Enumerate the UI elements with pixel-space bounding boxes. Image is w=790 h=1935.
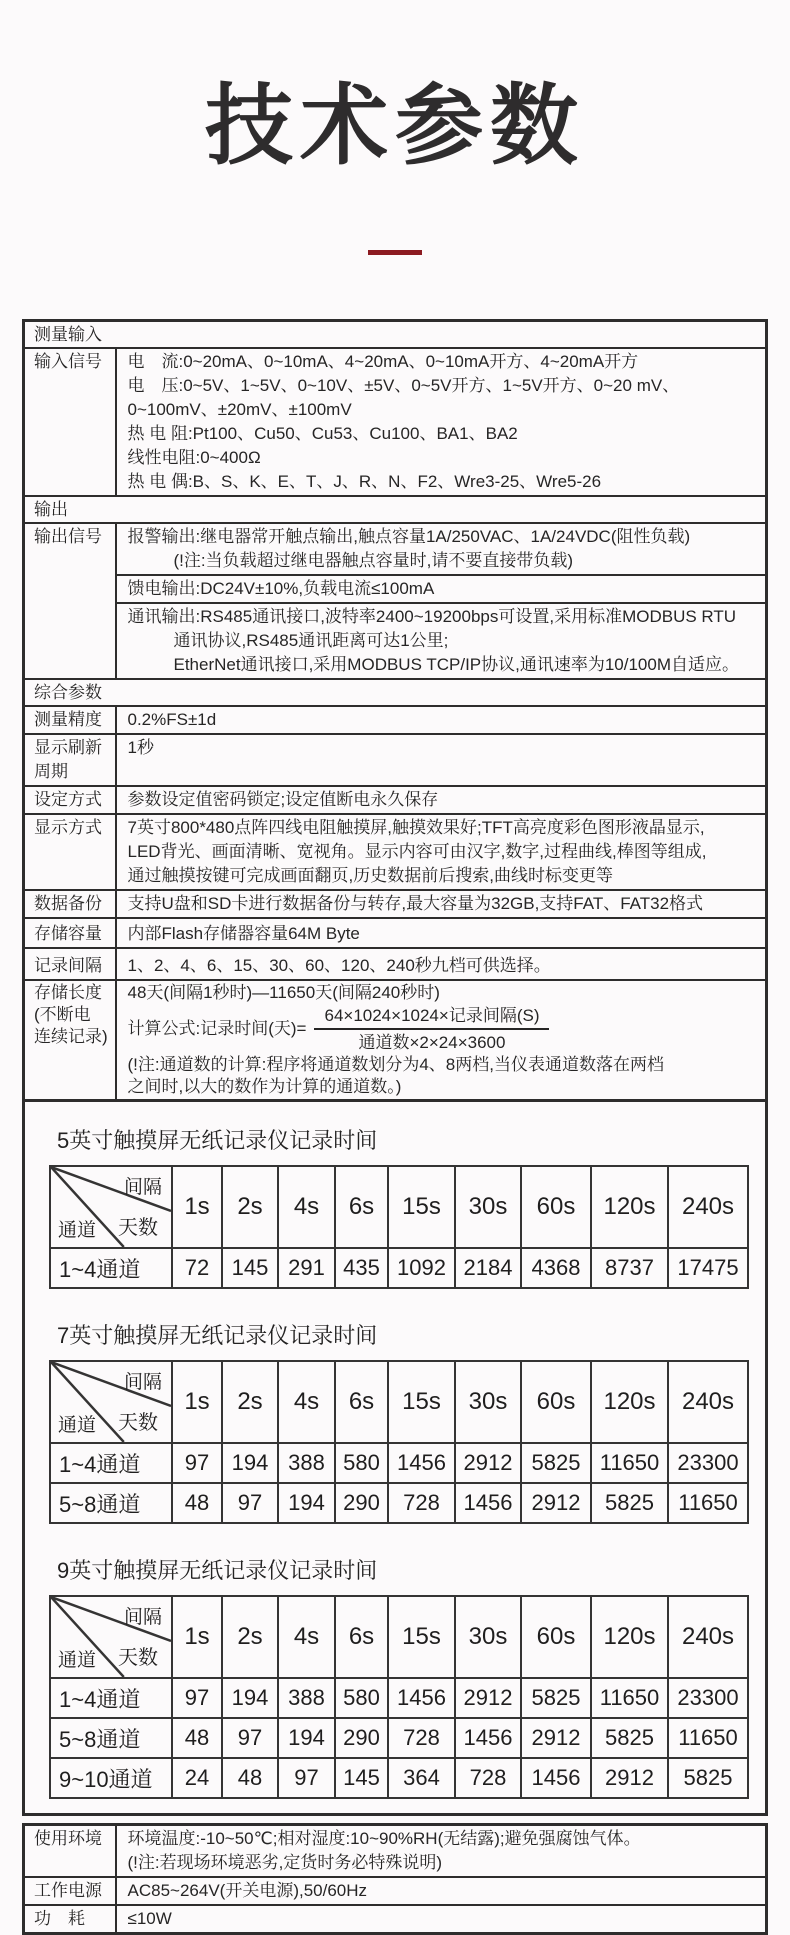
- spec-line: 通讯输出:RS485通讯接口,波特率2400~19200bps可设置,采用标准MODBUS RTU: [127, 607, 737, 626]
- rec-table-7in: [49, 1360, 749, 1524]
- rec-table-5in: [49, 1165, 749, 1289]
- channel-row-label: 1~4通道: [50, 1443, 172, 1483]
- interval-column-header: 4s: [278, 1166, 335, 1248]
- days-value-cell: 388: [278, 1443, 335, 1483]
- rec-table-9in: [49, 1595, 749, 1799]
- days-value-cell: 23300: [668, 1678, 748, 1718]
- spec-row-interval: [24, 948, 767, 980]
- interval-column-header: 1s: [172, 1596, 222, 1678]
- spec-row-value: [116, 1825, 767, 1878]
- spec-row-value: 参数设定值密码锁定;设定值断电永久保存: [116, 786, 767, 814]
- days-value-cell: 1456: [455, 1718, 521, 1758]
- spec-row-capacity: [24, 918, 767, 948]
- feed-output-cell: 馈电输出:DC24V±10%,负载电流≤100mA: [116, 575, 767, 603]
- rec-data-row: [50, 1718, 748, 1758]
- env-table: [22, 1823, 768, 1935]
- days-value-cell: 11650: [668, 1483, 748, 1523]
- corner-cell: [50, 1596, 172, 1678]
- spec-line: 电 流:0~20mA、0~10mA、4~20mA、0~10mA开方、4~20mA开方: [127, 352, 639, 371]
- days-value-cell: 1456: [521, 1758, 591, 1798]
- interval-column-header: 240s: [668, 1361, 748, 1443]
- days-value-cell: 291: [278, 1248, 335, 1288]
- interval-column-header: 15s: [388, 1166, 455, 1248]
- days-value-cell: 1456: [388, 1678, 455, 1718]
- days-value-cell: 1092: [388, 1248, 455, 1288]
- spec-row-accuracy: [24, 706, 767, 734]
- spec-row-label: 数据备份: [24, 890, 116, 918]
- spec-row-backup: [24, 890, 767, 918]
- interval-column-header: 30s: [455, 1596, 521, 1678]
- days-value-cell: 8737: [591, 1248, 668, 1288]
- rec-header-row: [50, 1596, 748, 1678]
- interval-column-header: 60s: [521, 1166, 591, 1248]
- spec-row-label: 工作电源: [24, 1877, 116, 1905]
- spec-row-value: [116, 814, 767, 890]
- corner-interval-label: 间隔: [123, 1607, 162, 1628]
- spec-line: 电 压:0~5V、1~5V、0~10V、±5V、0~5V开方、1~5V开方、0~20 mV、: [127, 376, 680, 395]
- rec-header-row: [50, 1361, 748, 1443]
- rec-table-title-7in: 7英寸触摸屏无纸记录仪记录时间: [57, 1323, 378, 1348]
- days-value-cell: 1456: [388, 1443, 455, 1483]
- days-value-cell: 97: [222, 1483, 278, 1523]
- days-value-cell: 97: [172, 1678, 222, 1718]
- env-row-consumption: [24, 1905, 767, 1934]
- spec-row-label: [24, 980, 116, 1101]
- interval-column-header: 30s: [455, 1361, 521, 1443]
- spec-row-label: 测量精度: [24, 706, 116, 734]
- days-value-cell: 1456: [455, 1483, 521, 1523]
- section-label: 测量输入: [24, 321, 767, 349]
- spec-subrow-comm-output: [24, 603, 767, 679]
- spec-row-value: ≤10W: [116, 1905, 767, 1934]
- days-value-cell: 2912: [521, 1718, 591, 1758]
- interval-column-header: 15s: [388, 1361, 455, 1443]
- days-value-cell: 194: [222, 1443, 278, 1483]
- spec-row-value: 1秒: [116, 734, 767, 786]
- interval-column-header: 1s: [172, 1166, 222, 1248]
- spec-row-value: 内部Flash存储器容量64M Byte: [116, 918, 767, 948]
- days-value-cell: 23300: [668, 1443, 748, 1483]
- corner-channel-label: 通道: [58, 1220, 97, 1241]
- interval-column-header: 60s: [521, 1596, 591, 1678]
- corner-interval-label: 间隔: [123, 1372, 162, 1393]
- days-value-cell: 11650: [668, 1718, 748, 1758]
- spec-note-line: (!注:若现场环境恶劣,定货时务必特殊说明): [127, 1853, 442, 1872]
- channel-row-label: 9~10通道: [50, 1758, 172, 1798]
- formula-fraction: [314, 1005, 549, 1053]
- days-value-cell: 728: [388, 1483, 455, 1523]
- spec-row-label: 显示方式: [24, 814, 116, 890]
- storage-formula: [128, 1005, 760, 1053]
- days-value-cell: 24: [172, 1758, 222, 1798]
- storage-note-line: 之间时,以大的数作为计算的通道数。): [127, 1077, 402, 1096]
- days-value-cell: 2912: [455, 1678, 521, 1718]
- interval-column-header: 6s: [335, 1166, 388, 1248]
- days-value-cell: 48: [172, 1483, 222, 1523]
- interval-column-header: 4s: [278, 1361, 335, 1443]
- fraction-denominator: 通道数×2×24×3600: [358, 1033, 506, 1052]
- interval-column-header: 120s: [591, 1166, 668, 1248]
- interval-column-header: 120s: [591, 1596, 668, 1678]
- spec-row-setting: [24, 786, 767, 814]
- storage-range-line: 48天(间隔1秒时)—11650天(间隔240秒时): [127, 983, 440, 1002]
- storage-note-line: (!注:通道数的计算:程序将通道数划分为4、8两档,当仪表通道数落在两档: [127, 1055, 664, 1074]
- days-value-cell: 2912: [591, 1758, 668, 1798]
- days-value-cell: 145: [335, 1758, 388, 1798]
- days-value-cell: 5825: [521, 1678, 591, 1718]
- corner-interval-label: 间隔: [123, 1177, 162, 1198]
- interval-column-header: 4s: [278, 1596, 335, 1678]
- title-underline-accent: [368, 250, 422, 255]
- spec-note-line: (!注:当负载超过继电器触点容量时,请不要直接带负载): [173, 551, 573, 570]
- interval-column-header: 2s: [222, 1166, 278, 1248]
- corner-cell: [50, 1361, 172, 1443]
- spec-line: 线性电阻:0~400Ω: [127, 448, 261, 467]
- corner-days-label: 天数: [118, 1217, 158, 1239]
- spec-row-output-signal: [24, 523, 767, 575]
- spec-row-storage-length: [24, 980, 767, 1101]
- spec-label-line: 连续记录): [34, 1027, 108, 1046]
- spec-row-value: AC85~264V(开关电源),50/60Hz: [116, 1877, 767, 1905]
- interval-column-header: 2s: [222, 1361, 278, 1443]
- rec-header-row: [50, 1166, 748, 1248]
- spec-table: [22, 319, 768, 1102]
- channel-row-label: 5~8通道: [50, 1718, 172, 1758]
- days-value-cell: 97: [172, 1443, 222, 1483]
- spec-row-label: 设定方式: [24, 786, 116, 814]
- days-value-cell: 728: [455, 1758, 521, 1798]
- comm-output-cell: [116, 603, 767, 679]
- interval-column-header: 1s: [172, 1361, 222, 1443]
- alarm-output-cell: [116, 523, 767, 575]
- corner-channel-label: 通道: [58, 1415, 97, 1436]
- corner-days-label: 天数: [118, 1412, 158, 1434]
- days-value-cell: 17475: [668, 1248, 748, 1288]
- spec-line: 热 电 偶:B、S、K、E、T、J、R、N、F2、Wre3-25、Wre5-26: [127, 472, 602, 491]
- days-value-cell: 5825: [668, 1758, 748, 1798]
- channel-row-label: 1~4通道: [50, 1248, 172, 1288]
- days-value-cell: 5825: [591, 1483, 668, 1523]
- env-row-environment: [24, 1825, 767, 1878]
- days-value-cell: 48: [172, 1718, 222, 1758]
- interval-column-header: 120s: [591, 1361, 668, 1443]
- spec-row-label: 存储容量: [24, 918, 116, 948]
- days-value-cell: 97: [222, 1718, 278, 1758]
- section-label: 综合参数: [24, 679, 767, 706]
- spec-line: 7英寸800*480点阵四线电阻触摸屏,触摸效果好;TFT高亮度彩色图形液晶显示,: [127, 818, 705, 837]
- rec-table-title-5in: 5英寸触摸屏无纸记录仪记录时间: [57, 1128, 378, 1153]
- spec-row-value: [116, 348, 767, 496]
- rec-data-row: [50, 1443, 748, 1483]
- spec-row-label: 使用环境: [24, 1825, 116, 1878]
- spec-row-label: 显示刷新周期: [24, 734, 116, 786]
- fraction-numerator: 64×1024×1024×记录间隔(S): [314, 1005, 549, 1030]
- spec-subrow-feed-output: [24, 575, 767, 603]
- rec-data-row: [50, 1248, 748, 1288]
- formula-prefix: 计算公式:记录时间(天)=: [127, 1019, 307, 1038]
- corner-days-label: 天数: [118, 1647, 158, 1669]
- days-value-cell: 728: [388, 1718, 455, 1758]
- env-row-power: [24, 1877, 767, 1905]
- days-value-cell: 290: [335, 1718, 388, 1758]
- days-value-cell: 5825: [591, 1718, 668, 1758]
- spec-line: LED背光、画面清晰、宽视角。显示内容可由汉字,数字,过程曲线,棒图等组成,: [127, 842, 707, 861]
- corner-cell: [50, 1166, 172, 1248]
- interval-column-header: 240s: [668, 1166, 748, 1248]
- spec-line: 环境温度:-10~50℃;相对湿度:10~90%RH(无结露);避免强腐蚀气体。: [127, 1829, 641, 1848]
- days-value-cell: 5825: [521, 1443, 591, 1483]
- rec-data-row: [50, 1758, 748, 1798]
- days-value-cell: 194: [222, 1678, 278, 1718]
- rec-data-row: [50, 1483, 748, 1523]
- days-value-cell: 194: [278, 1483, 335, 1523]
- rec-data-row: [50, 1678, 748, 1718]
- spec-section-row: [24, 321, 767, 349]
- spec-row-label: 输入信号: [24, 348, 116, 496]
- interval-column-header: 6s: [335, 1361, 388, 1443]
- spec-row-value: 1、2、4、6、15、30、60、120、240秒九档可供选择。: [116, 948, 767, 980]
- spec-section-row: [24, 496, 767, 523]
- days-value-cell: 580: [335, 1678, 388, 1718]
- days-value-cell: 290: [335, 1483, 388, 1523]
- spec-label-line: 存储长度: [34, 983, 102, 1002]
- spec-row-label: 记录间隔: [24, 948, 116, 980]
- days-value-cell: 97: [278, 1758, 335, 1798]
- spec-line: 报警输出:继电器常开触点输出,触点容量1A/250VAC、1A/24VDC(阻性负载): [127, 527, 691, 546]
- days-value-cell: 435: [335, 1248, 388, 1288]
- days-value-cell: 11650: [591, 1678, 668, 1718]
- days-value-cell: 72: [172, 1248, 222, 1288]
- interval-column-header: 6s: [335, 1596, 388, 1678]
- days-value-cell: 364: [388, 1758, 455, 1798]
- days-value-cell: 145: [222, 1248, 278, 1288]
- section-label: 输出: [24, 496, 767, 523]
- days-value-cell: 194: [278, 1718, 335, 1758]
- spec-row-label: 输出信号: [24, 523, 116, 679]
- interval-column-header: 15s: [388, 1596, 455, 1678]
- spec-row-label: 功 耗: [24, 1905, 116, 1934]
- days-value-cell: 388: [278, 1678, 335, 1718]
- days-value-cell: 11650: [591, 1443, 668, 1483]
- spec-row-refresh: [24, 734, 767, 786]
- recording-time-box: [22, 1099, 768, 1816]
- spec-row-input-signal: [24, 348, 767, 496]
- days-value-cell: 48: [222, 1758, 278, 1798]
- spec-row-value: 0.2%FS±1d: [116, 706, 767, 734]
- spec-label-line: (不断电: [34, 1005, 91, 1024]
- corner-channel-label: 通道: [58, 1650, 97, 1671]
- spec-line: 通过触摸按键可完成画面翻页,历史数据前后搜索,曲线时标变更等: [127, 866, 613, 885]
- spec-row-value: 支持U盘和SD卡进行数据备份与转存,最大容量为32GB,支持FAT、FAT32格式: [116, 890, 767, 918]
- spec-line: 通讯协议,RS485通讯距离可达1公里;: [173, 631, 449, 650]
- days-value-cell: 580: [335, 1443, 388, 1483]
- spec-line: 热 电 阻:Pt100、Cu50、Cu53、Cu100、BA1、BA2: [127, 424, 518, 443]
- spec-line: 0~100mV、±20mV、±100mV: [127, 400, 352, 419]
- days-value-cell: 2912: [455, 1443, 521, 1483]
- interval-column-header: 2s: [222, 1596, 278, 1678]
- interval-column-header: 30s: [455, 1166, 521, 1248]
- days-value-cell: 2184: [455, 1248, 521, 1288]
- spec-row-value: [116, 980, 767, 1101]
- days-value-cell: 4368: [521, 1248, 591, 1288]
- spec-section-row: [24, 679, 767, 706]
- page-title: 技术参数: [204, 76, 585, 175]
- spec-row-display: [24, 814, 767, 890]
- interval-column-header: 60s: [521, 1361, 591, 1443]
- interval-column-header: 240s: [668, 1596, 748, 1678]
- days-value-cell: 2912: [521, 1483, 591, 1523]
- channel-row-label: 5~8通道: [50, 1483, 172, 1523]
- spec-line: EtherNet通讯接口,采用MODBUS TCP/IP协议,通讯速率为10/100M自适应。: [173, 655, 740, 674]
- channel-row-label: 1~4通道: [50, 1678, 172, 1718]
- rec-table-title-9in: 9英寸触摸屏无纸记录仪记录时间: [57, 1558, 378, 1583]
